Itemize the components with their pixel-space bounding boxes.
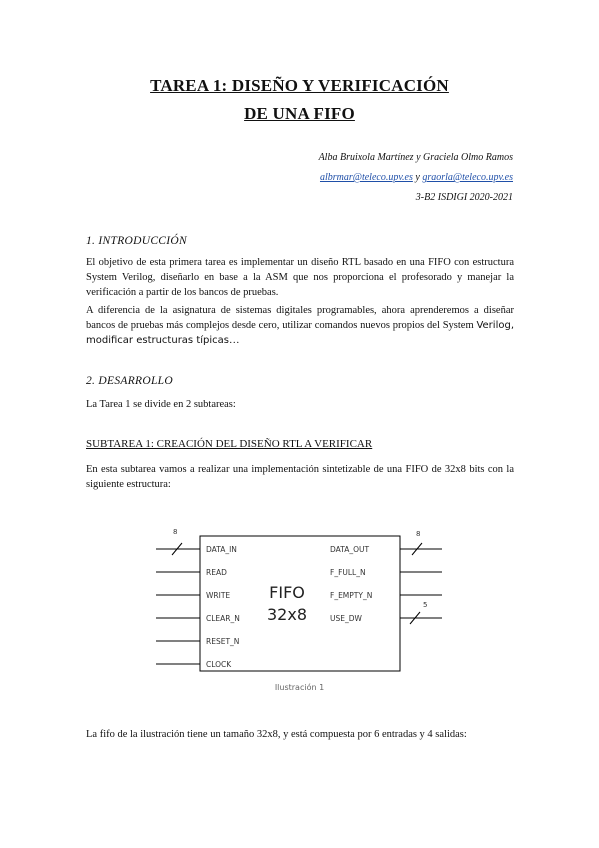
output-label: F_FULL_N	[330, 568, 366, 577]
input-label: DATA_IN	[206, 545, 237, 554]
bus-width-out: 8	[416, 530, 421, 538]
output-label: DATA_OUT	[330, 545, 370, 554]
input-label: READ	[206, 568, 227, 577]
fifo-block-title: FIFO	[269, 583, 305, 602]
bus-width-use-dw: 5	[423, 601, 428, 609]
intro-p2-text-b: Verilog, modificar estructuras típicas	[86, 320, 514, 346]
subtask-paragraph: En esta subtarea vamos a realizar una implementación sintetizable de una FIFO de 32x8 bits con la siguiente estructura:	[86, 464, 514, 490]
intro-p2-ellipsis: …	[228, 335, 240, 346]
fifo-block-size: 32x8	[266, 605, 308, 624]
output-label: USE_DW	[330, 614, 362, 623]
input-label: CLOCK	[206, 660, 232, 669]
subtask-heading: SUBTAREA 1: CREACIÓN DEL DISEÑO RTL A VERIFICAR	[86, 438, 373, 450]
document-title-line-1: TAREA 1: DISEÑO Y VERIFICACIÓN	[150, 76, 449, 95]
intro-paragraph-2	[86, 303, 514, 348]
author-names: Alba Bruixola Martínez y Graciela Olmo Ramos	[318, 152, 513, 163]
figure-caption: Ilustración 1	[274, 683, 325, 692]
intro-p2-text-a: A diferencia de la asignatura de sistemas digitales programables, ahora aprenderemos a diseñar bancos de pruebas más complejos desde cero, utilizar comandos nuevos propios del System	[86, 305, 514, 331]
desarrollo-paragraph: La Tarea 1 se divide en 2 subtareas:	[86, 399, 236, 410]
input-label: WRITE	[206, 591, 231, 600]
bus-width-in: 8	[173, 528, 178, 536]
input-label: RESET_N	[206, 637, 240, 646]
output-label: F_EMPTY_N	[330, 591, 373, 600]
email-link-2[interactable]: graorla@teleco.upv.es	[422, 172, 513, 183]
document-title-line-2: DE UNA FIFO	[244, 104, 355, 123]
section-heading-intro: 1. INTRODUCCIÓN	[86, 235, 187, 247]
fifo-diagram	[150, 520, 450, 700]
final-paragraph: La fifo de la ilustración tiene un tamaño 32x8, y está compuesta por 6 entradas y 4 salidas:	[86, 729, 467, 740]
course-info: 3-B2 ISDIGI 2020-2021	[415, 192, 513, 203]
section-heading-desarrollo: 2. DESARROLLO	[86, 375, 173, 387]
email-connector: y	[412, 172, 423, 183]
input-label: CLEAR_N	[206, 614, 240, 623]
fifo-block	[200, 536, 400, 671]
intro-paragraph-1: El objetivo de esta primera tarea es implementar un diseño RTL basado en una FIFO con estructura System Verilog, diseñarlo en base a la ASM que nos proporciona el profesorado y manejar la verificación a partir de los bancos de pruebas.	[86, 257, 514, 298]
email-link-1[interactable]: albrmar@teleco.upv.es	[319, 172, 413, 183]
author-emails	[320, 172, 513, 183]
